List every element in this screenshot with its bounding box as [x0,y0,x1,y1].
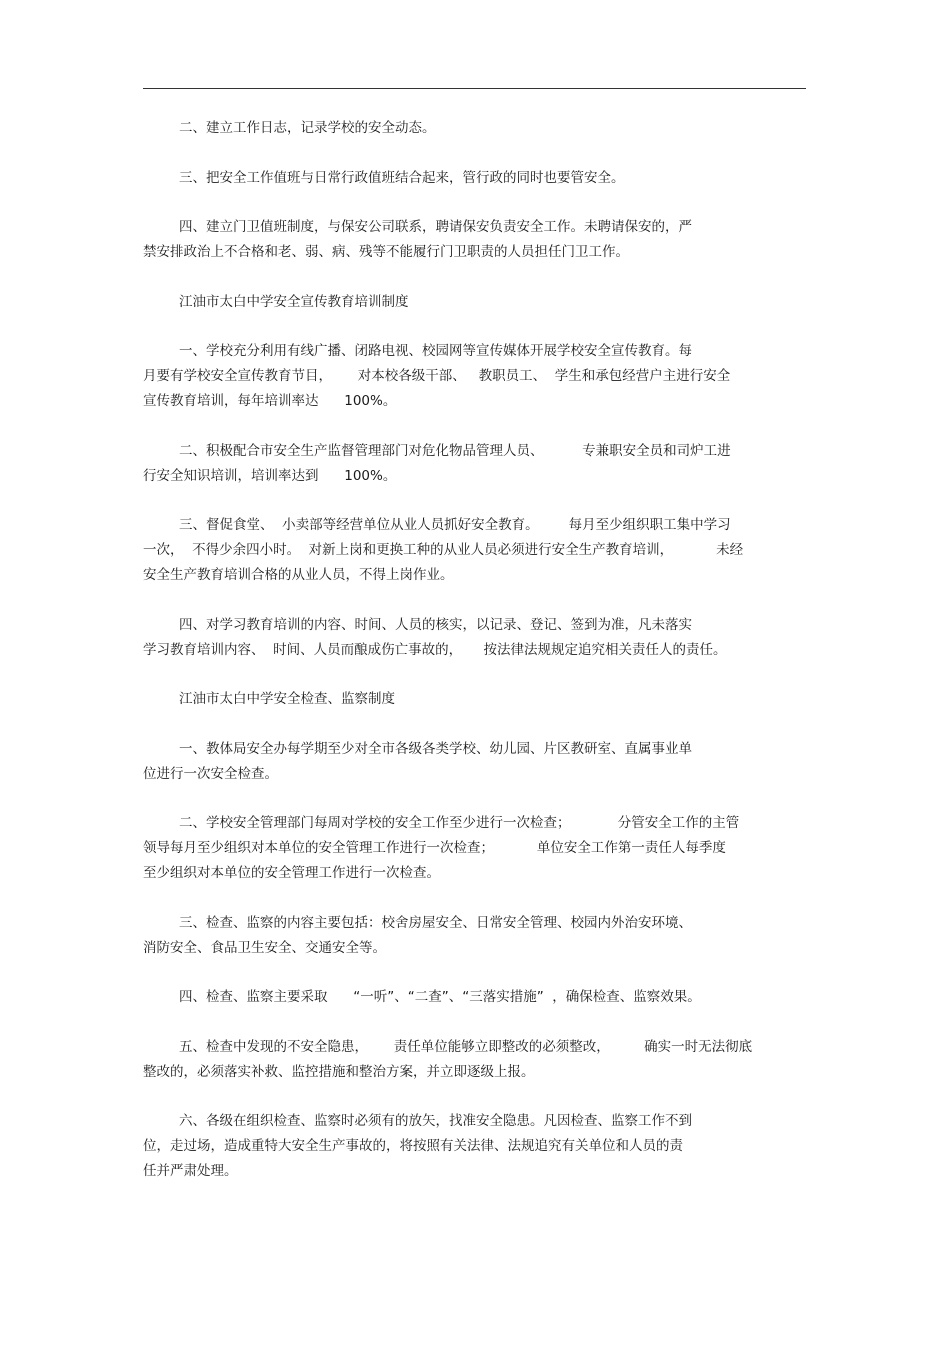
paragraph [143,1035,808,1085]
paragraph [143,613,808,663]
text-line: 五、检查中发现的不安全隐患， 责任单位能够立即整改的必须整改， 确实一时无法彻底 [179,1038,753,1055]
text-line: 二、学校安全管理部门每周对学校的安全工作至少进行一次检查； 分管安全工作的主管 [179,815,740,831]
section-heading [143,290,808,315]
paragraph [143,116,808,141]
text-line: 二、积极配合市安全生产监督管理部门对危化物品管理人员、 专兼职安全员和司炉工进 [179,442,731,459]
text-line: 整改的，必须落实补救、监控措施和整治方案，并立即逐级上报。 [143,1063,535,1080]
text-line: 学习教育培训内容、 时间、人员而酿成伤亡事故的， 按法律法规规定追究相关责任人的责任。 [143,641,727,658]
text-line: 六、各级在组织检查、监察时必须有的放矢，找准安全隐患。凡因检查、监察工作不到 [179,1113,692,1129]
text-line: 至少组织对本单位的安全管理工作进行一次检查。 [143,865,440,881]
paragraph [143,166,808,191]
text-line: 江油市太白中学安全检查、监察制度 [179,691,395,707]
text-line: 三、督促食堂、 小卖部等经营单位从业人员抓好安全教育。 每月至少组织职工集中学习 [179,517,731,533]
text-line: 江油市太白中学安全宣传教育培训制度 [179,293,409,310]
text-line: 领导每月至少组织对本单位的安全管理工作进行一次检查； 单位安全工作第一责任人每季度 [143,840,726,856]
paragraph [143,811,808,886]
text-line: 消防安全、食品卫生安全、交通安全等。 [143,939,386,956]
text-line: 一、学校充分利用有线广播、闭路电视、校园网等宣传媒体开展学校安全宣传教育。每 [179,343,692,359]
text-line: 禁安排政治上不合格和老、弱、病、残等不能履行门卫职责的人员担任门卫工作。 [143,244,629,260]
text-line: 四、检查、监察主要采取 “一听”、“二查”、“三落实措施” ，确保检查、监察效果。 [179,989,701,1005]
text-line: 位，走过场，造成重特大安全生产事故的，将按照有关法律、法规追究有关单位和人员的责 [143,1138,683,1154]
document-body [143,116,808,1209]
text-line: 月要有学校安全宣传教育节目， 对本校各级干部、 教职员工、 学生和承包经营户主进行安全 [143,368,731,384]
text-line: 三、检查、监察的内容主要包括：校舍房屋安全、日常安全管理、校园内外治安环境、 [179,914,692,931]
paragraph [143,911,808,961]
paragraph [143,339,808,414]
paragraph [143,737,808,787]
paragraph [143,513,808,588]
text-line: 四、建立门卫值班制度，与保安公司联系，聘请保安负责安全工作。未聘请保安的，严 [179,219,692,235]
paragraph [143,1109,808,1184]
text-line: 三、把安全工作值班与日常行政值班结合起来，管行政的同时也要管安全。 [179,169,625,186]
header-rule [143,88,806,89]
text-line: 行安全知识培训，培训率达到 100%。 [143,467,397,484]
text-line: 二、建立工作日志，记录学校的安全动态。 [179,120,436,136]
text-line: 四、对学习教育培训的内容、时间、人员的核实，以记录、登记、签到为准，凡未落实 [179,616,692,633]
text-line: 一、教体局安全办每学期至少对全市各级各类学校、幼儿园、片区教研室、直属事业单 [179,740,692,757]
text-line: 位进行一次安全检查。 [143,765,278,782]
paragraph [143,985,808,1010]
paragraph [143,439,808,489]
text-line: 任并严肃处理。 [143,1163,238,1179]
text-line: 宣传教育培训，每年培训率达 100%。 [143,393,397,409]
text-line: 安全生产教育培训合格的从业人员，不得上岗作业。 [143,567,454,583]
paragraph [143,215,808,265]
text-line: 一次， 不得少余四小时。 对新上岗和更换工种的从业人员必须进行安全生产教育培训， 未经 [143,542,744,558]
section-heading [143,687,808,712]
